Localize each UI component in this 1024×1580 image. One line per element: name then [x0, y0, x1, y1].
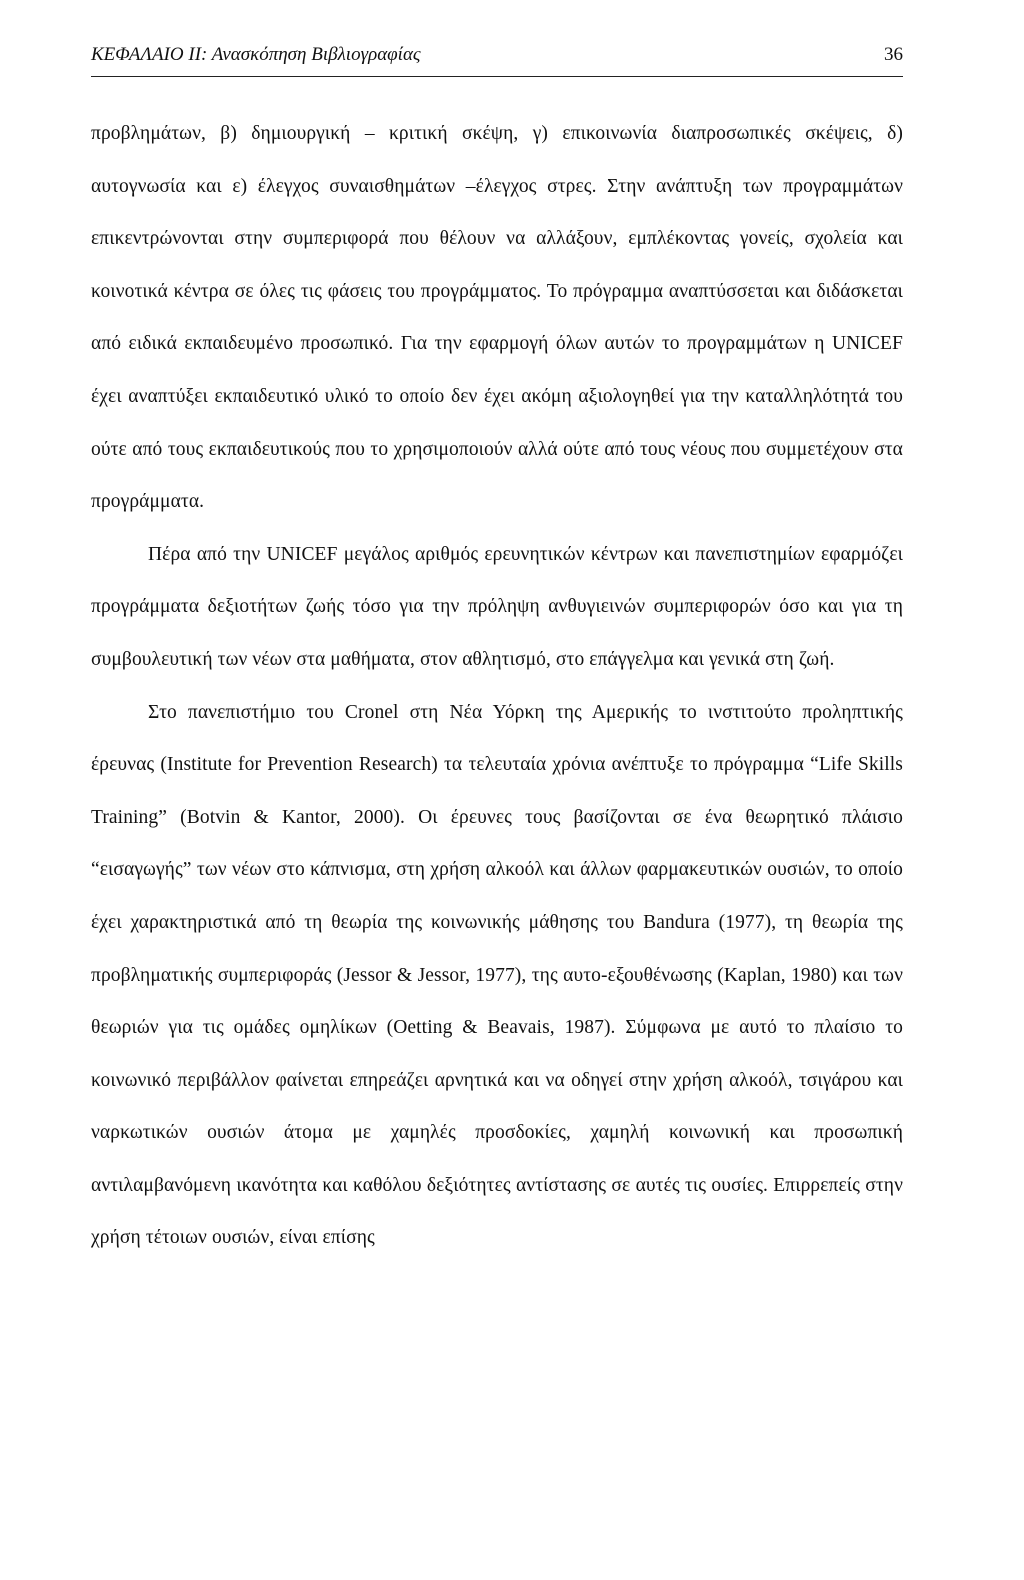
page-header	[91, 44, 903, 74]
paragraph-unicef: Πέρα από την UNICEF μεγάλος αριθμός ερευνητικών κέντρων και πανεπιστημίων εφαρμόζει προγράμματα δεξιοτήτων ζωής τόσο για την πρόληψη ανθυγιεινών συμπεριφορών όσο και για τη συμβουλευτική των νέων στα μαθήματα, στον αθλητισμό, στο επάγγελμα και γενικά στη ζωή.	[91, 543, 903, 670]
paragraph-cornell: Στο πανεπιστήμιο του Cronel στη Νέα Υόρκη της Αμερικής το ινστιτούτο προληπτικής έρευνας (Institute for Prevention Research) τα τελευταία χρόνια ανέπτυξε το πρόγραμμα “Life Skills Training” (Botvin & Kantor, 2000). Οι έρευνες τους βασίζονται σε ένα θεωρητικό πλάισιο “εισαγωγής” των νέων στο κάπνισμα, στη χρήση αλκοόλ και άλλων φαρμακευτικών ουσιών, το οποίο έχει χαρακτηριστικά από τη θεωρία της κοινωνικής μάθησης του Bandura (1977), τη θεωρία της προβληματικής συμπεριφοράς (Jessor & Jessor, 1977), της αυτο-εξουθένωσης (Kaplan, 1980) και των θεωριών για τις ομάδες ομηλίκων (Oetting & Beavais, 1987). Σύμφωνα με αυτό το πλαίσιο το κοινωνικό περιβάλλον φαίνεται επηρεάζει αρνητικά και να οδηγεί στην χρήση αλκοόλ, τσιγάρου και ναρκωτικών ουσιών άτομα με χαμηλές προσδοκίες, χαμηλή κοινωνική και προσωπική αντιλαμβανόμενη ικανότητα και καθόλου δεξιότητες αντίστασης σε αυτές τις ουσίες. Επιρρεπείς στην χρήση τέτοιων ουσιών, είναι επίσης	[91, 701, 903, 1249]
paragraph-continued: προβλημάτων, β) δημιουργική – κριτική σκέψη, γ) επικοινωνία διαπροσωπικές σκέψεις, δ) αυτογνωσία και ε) έλεγχος συναισθημάτων –έλεγχος στρες. Στην ανάπτυξη των προγραμμάτων επικεντρώνονται στην συμπεριφορά που θέλουν να αλλάξουν, εμπλέκοντας γονείς, σχολεία και κοινοτικά κέντρα σε όλες τις φάσεις του προγράμματος. Το πρόγραμμα αναπτύσσεται και διδάσκεται από ειδικά εκπαιδευμένο προσωπικό. Για την εφαρμογή όλων αυτών το προγραμμάτων η UNICEF έχει αναπτύξει εκπαιδευτικό υλικό το οποίο δεν έχει ακόμη αξιολογηθεί για την καταλληλότητά του ούτε από τους εκπαιδευτικούς που το χρησιμοποιούν αλλά ούτε από τους νέους που συμμετέχουν στα προγράμματα.	[91, 123, 903, 513]
page-number: 36	[884, 44, 903, 65]
chapter-title: ΚΕΦΑΛΑΙΟ ΙΙ: Ανασκόπηση Βιβλιογραφίας	[91, 44, 421, 65]
header-divider	[91, 76, 903, 77]
body-text	[91, 108, 903, 1265]
